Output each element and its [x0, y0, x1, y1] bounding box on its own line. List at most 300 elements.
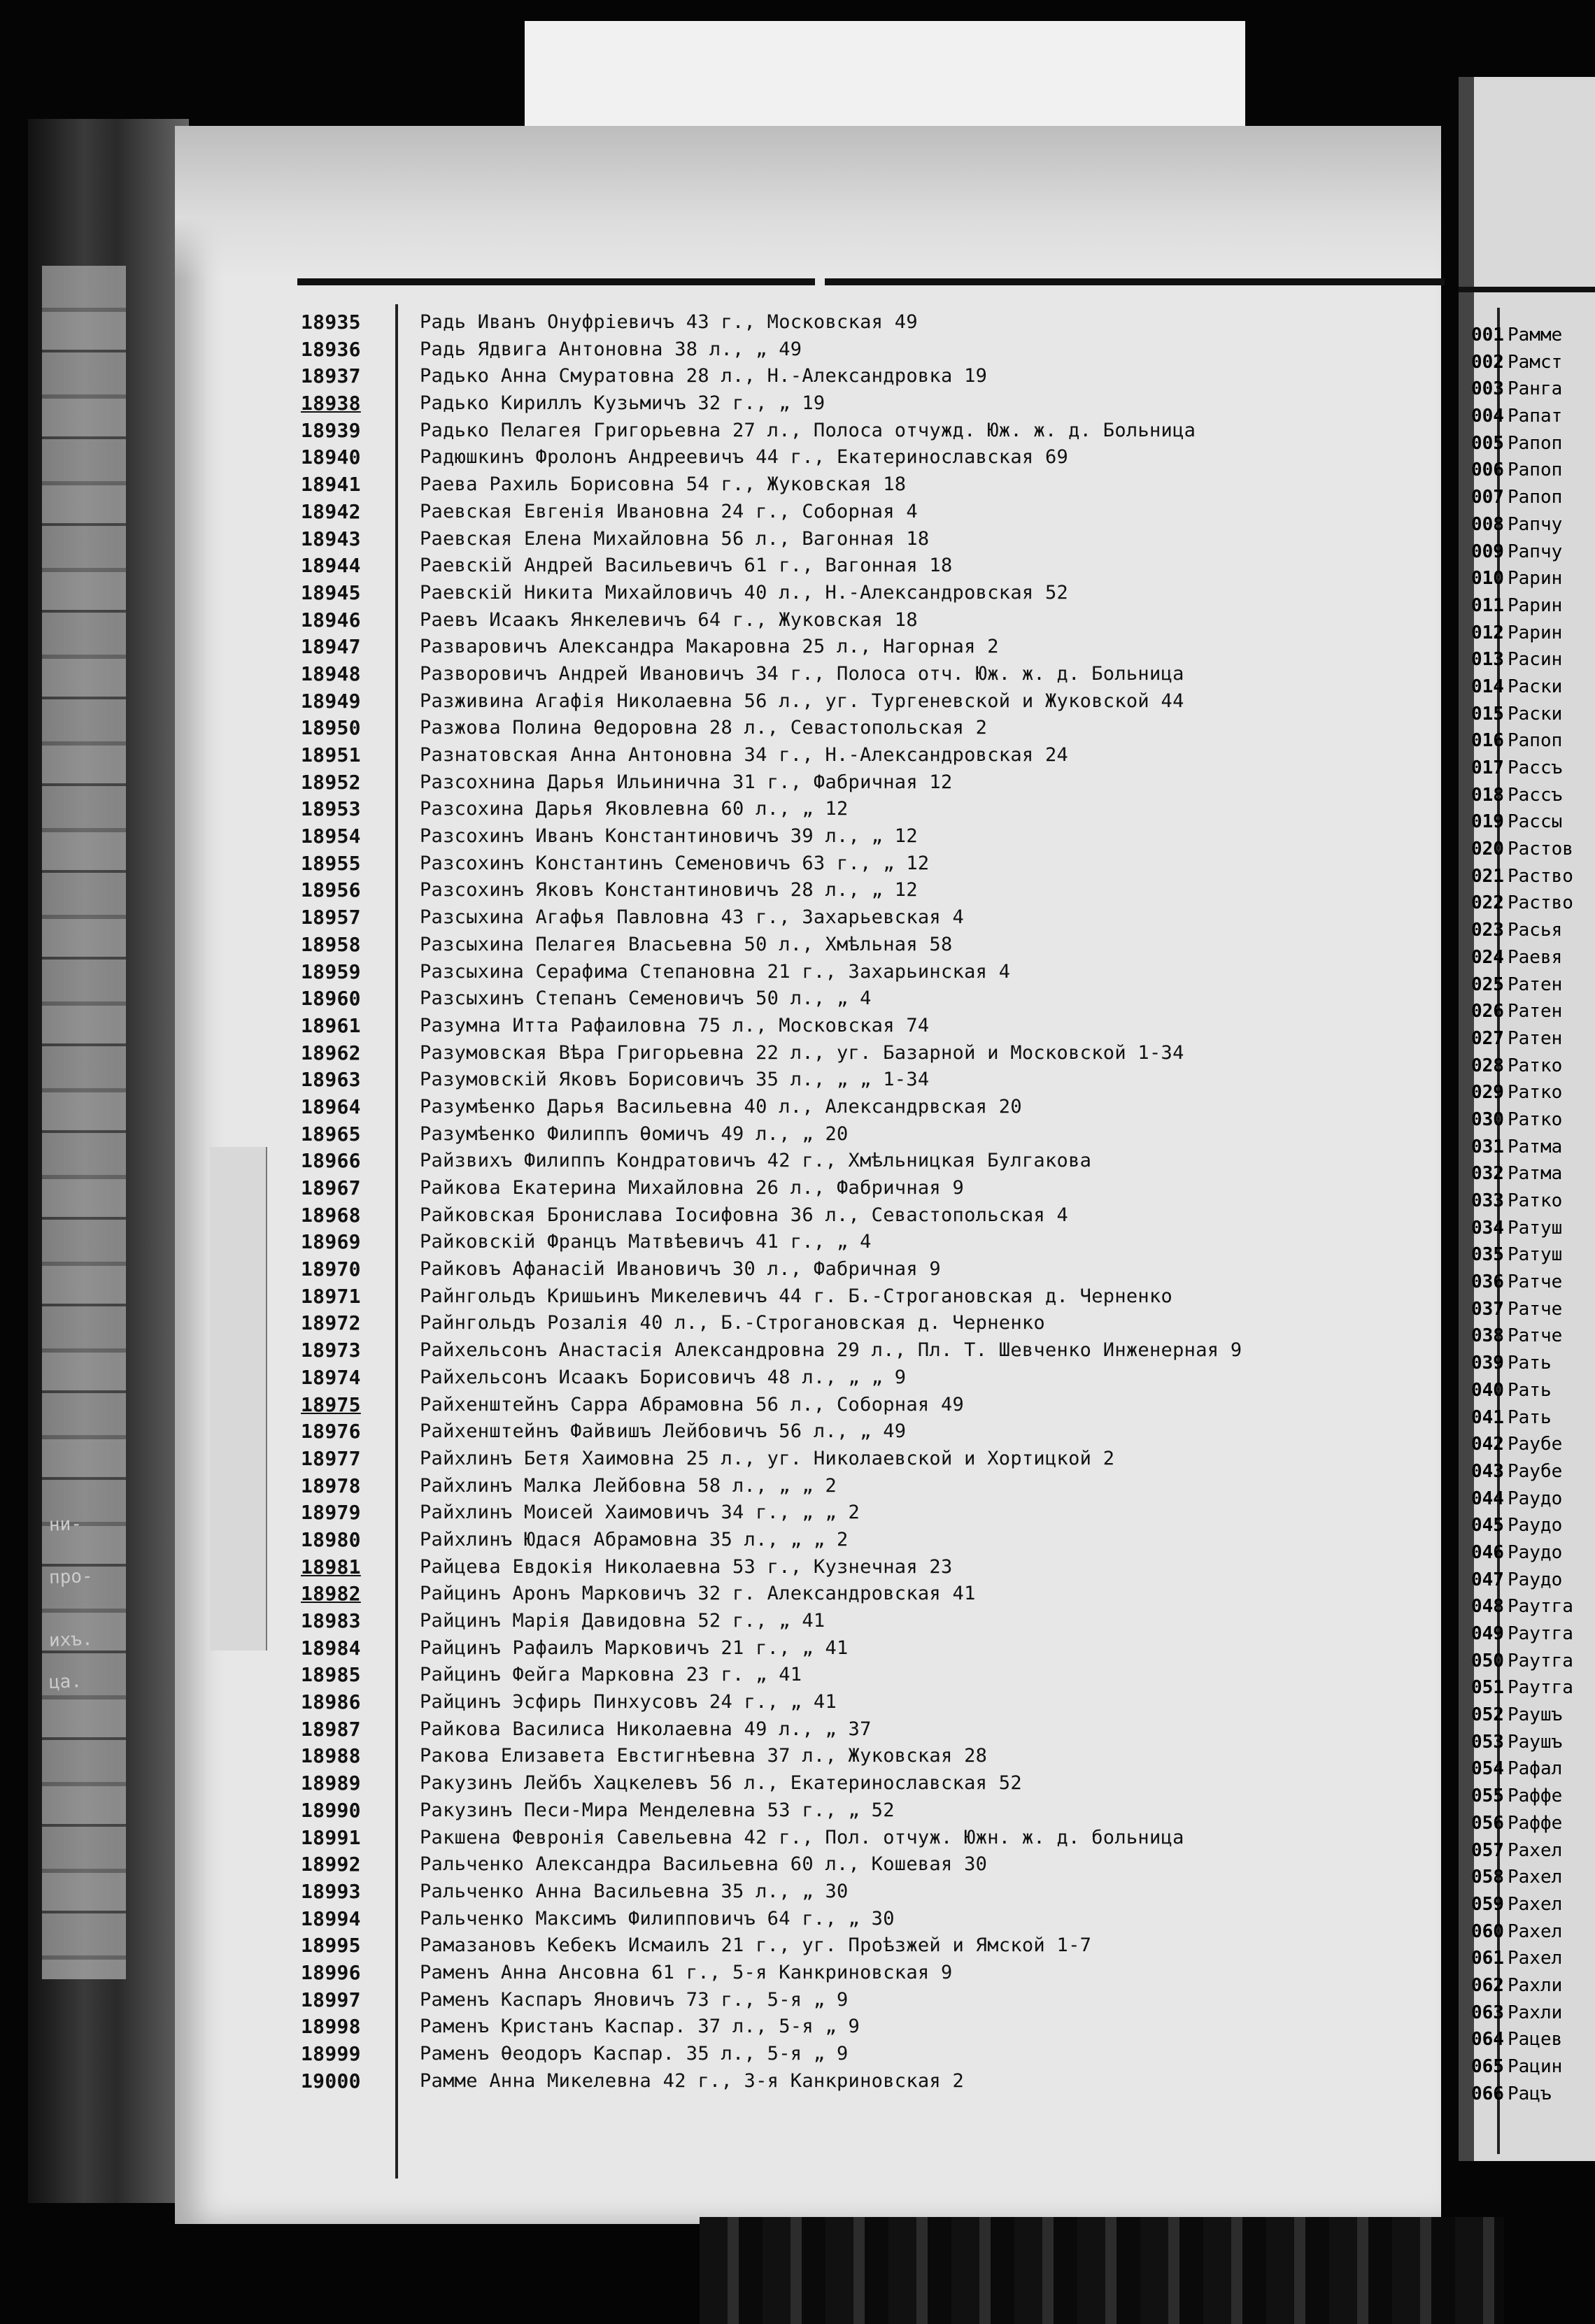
next-page-row [1471, 1539, 1573, 1567]
left-stub-text-4: ца. [48, 1671, 83, 1693]
next-page-word: Раффе [1508, 1785, 1563, 1807]
next-page-row [1471, 863, 1573, 890]
next-page-number: 029 [1471, 1082, 1504, 1104]
directory-entry [301, 959, 1448, 986]
next-page-word: Раудо [1508, 1488, 1563, 1509]
next-page-word: Ратма [1508, 1136, 1563, 1157]
next-page-word: Растов [1508, 839, 1573, 860]
directory-entry [301, 444, 1448, 471]
entry-number: 18985 [301, 1663, 361, 1687]
next-page-word: Рапчу [1508, 513, 1563, 535]
entry-text: Разворовичъ Андрей Ивановичъ 34 г., Полоса отч. Юж. ж. д. Больница [420, 662, 1184, 685]
next-page-word: Рапоп [1508, 459, 1563, 481]
entry-number: 18962 [301, 1041, 361, 1064]
entry-text: Райцинъ Марія Давидовна 52 г., „ 41 [420, 1610, 825, 1632]
entry-text: Райхенштейнъ Файвишъ Лейбовичъ 56 л., „ 49 [420, 1420, 907, 1443]
next-page-word: Рарин [1508, 594, 1563, 616]
entry-text: Райхельсонъ Исаакъ Борисовичъ 48 л., „ „ 9 [420, 1366, 907, 1388]
next-page-row [1471, 430, 1573, 457]
next-page-number: 011 [1471, 594, 1504, 616]
next-page-row [1471, 403, 1573, 430]
next-page-number: 056 [1471, 1812, 1504, 1834]
directory-entry [301, 850, 1448, 878]
next-page-row [1471, 1593, 1573, 1620]
next-page-number: 048 [1471, 1596, 1504, 1618]
directory-entry [301, 1797, 1448, 1825]
next-page-word: Рать [1508, 1406, 1552, 1428]
next-page-word: Рахел [1508, 1893, 1563, 1915]
entry-text: Разваровичъ Александра Макаровна 25 л., Нагорная 2 [420, 636, 999, 658]
entry-number: 18938 [301, 392, 361, 415]
next-page-word: Раски [1508, 676, 1563, 697]
next-page-number: 028 [1471, 1055, 1504, 1076]
entry-number: 18991 [301, 1825, 361, 1849]
directory-entry [301, 553, 1448, 580]
next-page-number: 055 [1471, 1785, 1504, 1807]
next-page-row [1471, 971, 1573, 999]
next-page-row [1471, 592, 1573, 620]
entry-number: 18943 [301, 527, 361, 550]
directory-entry [301, 1554, 1448, 1581]
entry-number: 18948 [301, 662, 361, 685]
entry-number: 18969 [301, 1230, 361, 1254]
entry-text: Разжова Полина Ѳедоровна 28 л., Севастопольская 2 [420, 717, 988, 739]
next-page-number: 016 [1471, 730, 1504, 752]
entry-text: Ракова Елизавета Евстигнѣевна 37 л., Жуковская 28 [420, 1745, 988, 1767]
next-page-word: Расин [1508, 649, 1563, 671]
entry-number: 18949 [301, 689, 361, 713]
left-stub-text-1: ни- [48, 1513, 83, 1536]
directory-entry [301, 2068, 1448, 2095]
directory-entry [301, 2013, 1448, 2041]
directory-entry [301, 1337, 1448, 1364]
next-page-row [1471, 2081, 1573, 2108]
directory-entry [301, 1906, 1448, 1933]
next-page-number: 024 [1471, 946, 1504, 968]
entry-text: Разсыхина Серафима Степановна 21 г., Захарьинская 4 [420, 960, 1011, 983]
next-page-row [1471, 1134, 1573, 1161]
entry-text: Райхлинъ Бетя Хаимовна 25 л., уг. Николаевской и Хортицкой 2 [420, 1447, 1115, 1469]
next-page-word: Ратче [1508, 1325, 1563, 1347]
next-page-number: 062 [1471, 1974, 1504, 1996]
next-page-row [1471, 1215, 1573, 1242]
next-page-word: Ратен [1508, 974, 1563, 995]
header-rule [297, 278, 1445, 285]
entry-text: Рамазановъ Кебекъ Исмаилъ 21 г., уг. Проѣзжей и Ямской 1-7 [420, 1934, 1092, 1957]
next-page-word: Рапоп [1508, 730, 1563, 752]
next-page-row [1471, 1729, 1573, 1756]
next-page-number: 044 [1471, 1488, 1504, 1509]
next-page-row [1471, 1512, 1573, 1539]
entries-list [301, 309, 1448, 2095]
directory-entry [301, 418, 1448, 445]
entry-number: 18953 [301, 797, 361, 821]
entry-text: Разумовская Вѣра Григорьевна 22 л., уг. Базарной и Московской 1-34 [420, 1041, 1184, 1064]
page-top-shade [175, 126, 1441, 280]
next-page-edge [1459, 77, 1595, 2161]
entry-text: Радь Иванъ Онуфріевичъ 43 г., Московская 49 [420, 311, 918, 333]
entry-text: Раевъ Исаакъ Янкелевичъ 64 г., Жуковская 18 [420, 608, 918, 631]
next-page-number: 042 [1471, 1434, 1504, 1455]
entry-number: 18935 [301, 311, 361, 334]
next-page-number: 012 [1471, 622, 1504, 643]
directory-entry [301, 1067, 1448, 1094]
entry-text: Ральченко Анна Васильевна 35 л., „ 30 [420, 1880, 849, 1902]
directory-entry [301, 1283, 1448, 1311]
next-page-word: Рарин [1508, 622, 1563, 643]
next-page-number: 057 [1471, 1839, 1504, 1861]
entry-number: 18984 [301, 1636, 361, 1660]
next-page-number: 026 [1471, 1001, 1504, 1022]
next-page-row [1471, 1431, 1573, 1458]
next-page-number: 041 [1471, 1406, 1504, 1428]
entry-text: Радюшкинъ Фролонъ Андреевичъ 44 г., Екатеринославская 69 [420, 446, 1069, 469]
entry-text: Ральченко Максимъ Филипповичъ 64 г., „ 30 [420, 1907, 895, 1930]
index-tab-stub [210, 1147, 267, 1651]
entry-number: 18981 [301, 1555, 361, 1578]
entry-number: 18963 [301, 1068, 361, 1092]
next-page-row [1471, 917, 1573, 944]
entry-text: Раевская Елена Михайловна 56 л., Вагонная 18 [420, 527, 930, 550]
directory-entry [301, 471, 1448, 499]
next-page-number: 025 [1471, 974, 1504, 995]
next-page-row [1471, 701, 1573, 728]
entry-text: Разсыхина Агафья Павловна 43 г., Захарьевская 4 [420, 906, 965, 929]
next-page-number: 003 [1471, 378, 1504, 400]
next-page-word: Раски [1508, 703, 1563, 725]
entry-number: 18986 [301, 1690, 361, 1714]
next-page-row [1471, 890, 1573, 917]
directory-entry [301, 1446, 1448, 1473]
directory-entry [301, 742, 1448, 769]
next-page-word: Рахел [1508, 1948, 1563, 1969]
next-page-row [1471, 673, 1573, 701]
next-page-word: Раутга [1508, 1596, 1573, 1618]
entry-number: 18956 [301, 878, 361, 902]
entry-text: Райхенштейнъ Сарра Абрамовна 56 л., Соборная 49 [420, 1393, 965, 1416]
directory-entry [301, 904, 1448, 932]
next-page-row [1471, 1702, 1573, 1729]
entry-number: 18994 [301, 1906, 361, 1930]
entry-text: Разнатовская Анна Антоновна 34 г., Н.-Александровская 24 [420, 744, 1069, 766]
next-page-number: 018 [1471, 784, 1504, 806]
next-page-word: Раубе [1508, 1434, 1563, 1455]
entry-number: 19000 [301, 2069, 361, 2093]
entry-number: 18968 [301, 1203, 361, 1227]
entry-number: 18939 [301, 418, 361, 442]
entry-text: Разумовскій Яковъ Борисовичъ 35 л., „ „ 1-34 [420, 1069, 930, 1091]
directory-entry [301, 526, 1448, 553]
entry-number: 18950 [301, 716, 361, 740]
directory-entry [301, 1825, 1448, 1852]
directory-entry [301, 1987, 1448, 2014]
next-page-row [1471, 1485, 1573, 1513]
entry-number: 18979 [301, 1501, 361, 1525]
next-page-number: 009 [1471, 541, 1504, 562]
entry-number: 18944 [301, 554, 361, 578]
entry-number: 18971 [301, 1284, 361, 1308]
entry-text: Райхельсонъ Анастасія Александровна 29 л., Пл. Т. Шевченко Инженерная 9 [420, 1339, 1242, 1362]
next-page-row [1471, 1053, 1573, 1080]
entry-text: Радько Пелагея Григорьевна 27 л., Полоса отчужд. Юж. ж. д. Больница [420, 419, 1196, 441]
entry-number: 18936 [301, 337, 361, 361]
next-page-row [1471, 539, 1573, 566]
next-page-number: 007 [1471, 487, 1504, 508]
directory-entry [301, 336, 1448, 364]
entry-text: Раевскій Андрей Васильевичъ 61 г., Вагонная 18 [420, 555, 953, 577]
entry-number: 18946 [301, 608, 361, 632]
next-page-word: Рапоп [1508, 432, 1563, 454]
next-page-number: 008 [1471, 513, 1504, 535]
next-page-row [1471, 782, 1573, 809]
entry-text: Райцинъ Аронъ Марковичъ 32 г. Александровская 41 [420, 1583, 976, 1605]
next-page-word: Ратко [1508, 1108, 1563, 1130]
directory-entry [301, 796, 1448, 823]
entry-text: Радько Анна Смуратовна 28 л., Н.-Александровка 19 [420, 365, 988, 387]
directory-entry [301, 688, 1448, 715]
directory-entry [301, 363, 1448, 390]
next-page-number: 047 [1471, 1569, 1504, 1590]
entry-number: 18999 [301, 2042, 361, 2065]
next-page-word: Рацев [1508, 2029, 1563, 2051]
header-rule-gap [815, 276, 825, 288]
book-bottom-edge [700, 2217, 1504, 2324]
next-page-word: Раффе [1508, 1812, 1563, 1834]
directory-entry [301, 1175, 1448, 1202]
directory-entry [301, 1770, 1448, 1797]
entry-text: Райкова Екатерина Михайловна 26 л., Фабричная 9 [420, 1177, 965, 1199]
directory-entry [301, 932, 1448, 959]
directory-entry [301, 1310, 1448, 1337]
next-page-word: Ратко [1508, 1082, 1563, 1104]
entry-number: 18973 [301, 1339, 361, 1362]
next-page-row [1471, 1160, 1573, 1188]
directory-entry [301, 823, 1448, 850]
next-page-row [1471, 755, 1573, 782]
entry-text: Радь Ядвига Антоновна 38 л., „ 49 [420, 338, 802, 360]
directory-entry [301, 1581, 1448, 1608]
next-page-row [1471, 1648, 1573, 1675]
left-stub-text-2: про- [48, 1565, 94, 1589]
next-page-word: Раушъ [1508, 1704, 1563, 1726]
entry-text: Раменъ Каспаръ Яновичъ 73 г., 5-я „ 9 [420, 1988, 849, 2011]
entry-number: 18951 [301, 743, 361, 767]
next-page-word: Рахел [1508, 1920, 1563, 1942]
next-page-number: 058 [1471, 1867, 1504, 1888]
entry-number: 18957 [301, 906, 361, 929]
next-page-number: 004 [1471, 406, 1504, 427]
entry-text: Райкова Василиса Николаевна 49 л., „ 37 [420, 1718, 872, 1740]
next-page-row [1471, 457, 1573, 484]
entry-text: Разсохинъ Яковъ Константиновичъ 28 л., „ 12 [420, 879, 918, 901]
next-page-row [1471, 1025, 1573, 1053]
directory-entry [301, 1229, 1448, 1256]
directory-entry [301, 1499, 1448, 1527]
next-page-word: Рассъ [1508, 757, 1563, 778]
entry-text: Райцинъ Рафаилъ Марковичъ 21 г., „ 41 [420, 1637, 849, 1659]
next-page-row [1471, 1079, 1573, 1106]
next-page-number: 033 [1471, 1190, 1504, 1211]
directory-page [175, 126, 1441, 2224]
next-page-row [1471, 944, 1573, 971]
next-page-word: Рапчу [1508, 541, 1563, 562]
entry-text: Разсыхинъ Степанъ Семеновичъ 50 л., „ 4 [420, 988, 872, 1010]
entry-text: Разсохинъ Константинъ Семеновичъ 63 г., „ 12 [420, 852, 930, 874]
next-page-number: 031 [1471, 1136, 1504, 1157]
next-page-word: Рацъ [1508, 2083, 1552, 2104]
entry-number: 18993 [301, 1879, 361, 1903]
entry-number: 18992 [301, 1853, 361, 1876]
entry-text: Раменъ Ѳеодоръ Каспар. 35 л., 5-я „ 9 [420, 2043, 849, 2065]
entry-number: 18937 [301, 364, 361, 388]
next-page-number: 038 [1471, 1325, 1504, 1347]
next-page-header-rule [1459, 287, 1595, 292]
next-page-list [1471, 322, 1573, 2107]
next-page-word: Ратма [1508, 1163, 1563, 1185]
entry-number: 18988 [301, 1744, 361, 1768]
next-page-number: 064 [1471, 2029, 1504, 2051]
directory-entry [301, 1148, 1448, 1175]
entry-number: 18967 [301, 1176, 361, 1199]
entry-number: 18961 [301, 1013, 361, 1037]
entry-text: Ральченко Александра Васильевна 60 л., Кошевая 30 [420, 1853, 988, 1876]
entry-text: Райцева Евдокія Николаевна 53 г., Кузнечная 23 [420, 1555, 953, 1578]
directory-entry [301, 1202, 1448, 1229]
directory-entry [301, 1662, 1448, 1689]
directory-entry [301, 1256, 1448, 1283]
entry-number: 18958 [301, 932, 361, 956]
next-page-number: 006 [1471, 459, 1504, 481]
next-page-word: Раство [1508, 865, 1573, 887]
entry-text: Райнгольдъ Розалія 40 л., Б.-Строгановская д. Черненко [420, 1312, 1045, 1334]
directory-entry [301, 2041, 1448, 2068]
book-spine-strips [42, 266, 126, 1979]
entry-number: 18966 [301, 1149, 361, 1173]
entry-text: Райхлинъ Юдася Абрамовна 35 л., „ „ 2 [420, 1528, 849, 1550]
entry-text: Раевскій Никита Михайловичъ 40 л., Н.-Александровская 52 [420, 581, 1069, 604]
next-page-row [1471, 1945, 1573, 1972]
entry-number: 18941 [301, 473, 361, 497]
next-page-number: 035 [1471, 1244, 1504, 1266]
directory-entry [301, 1364, 1448, 1392]
directory-entry [301, 390, 1448, 418]
entry-text: Райцинъ Фейга Марковна 23 г. „ 41 [420, 1664, 802, 1686]
entry-number: 18977 [301, 1446, 361, 1470]
entry-text: Рамме Анна Микелевна 42 г., 3-я Канкриновская 2 [420, 2069, 965, 2092]
directory-entry [301, 1635, 1448, 1662]
next-page-number: 065 [1471, 2056, 1504, 2077]
next-page-word: Рахел [1508, 1839, 1563, 1861]
next-page-row [1471, 1404, 1573, 1432]
next-page-word: Рацин [1508, 2056, 1563, 2077]
directory-entry [301, 1851, 1448, 1879]
next-page-row [1471, 1188, 1573, 1215]
entry-number: 18964 [301, 1095, 361, 1118]
entry-text: Райхлинъ Моисей Хаимовичъ 34 г., „ „ 2 [420, 1502, 860, 1524]
next-page-number: 034 [1471, 1217, 1504, 1239]
entry-text: Разсохнина Дарья Ильинична 31 г., Фабричная 12 [420, 771, 953, 793]
entry-number: 18983 [301, 1609, 361, 1632]
next-page-number: 015 [1471, 703, 1504, 725]
next-page-row [1471, 322, 1573, 349]
next-page-word: Ратче [1508, 1298, 1563, 1320]
next-page-number: 063 [1471, 2002, 1504, 2023]
next-page-word: Рахел [1508, 1867, 1563, 1888]
entry-text: Разживина Агафія Николаевна 56 л., уг. Тургеневской и Жуковской 44 [420, 690, 1184, 712]
directory-entry [301, 1040, 1448, 1067]
next-page-word: Рапоп [1508, 487, 1563, 508]
next-page-number: 060 [1471, 1920, 1504, 1942]
directory-entry [301, 1392, 1448, 1419]
next-page-row [1471, 1810, 1573, 1837]
next-page-row [1471, 2053, 1573, 2081]
directory-entry [301, 1932, 1448, 1960]
next-page-word: Рафал [1508, 1758, 1563, 1780]
next-page-row [1471, 1106, 1573, 1134]
entry-number: 18990 [301, 1798, 361, 1822]
entry-text: Райковъ Афанасій Ивановичъ 30 л., Фабричная 9 [420, 1258, 941, 1281]
next-page-row [1471, 1783, 1573, 1810]
directory-entry [301, 661, 1448, 688]
next-page-row [1471, 1999, 1573, 2027]
entry-number: 18947 [301, 635, 361, 659]
entry-text: Разсохинъ Иванъ Константиновичъ 39 л., „ 12 [420, 825, 918, 848]
next-page-number: 051 [1471, 1677, 1504, 1699]
next-page-row [1471, 511, 1573, 539]
next-page-row [1471, 1296, 1573, 1323]
entry-text: Раменъ Кристанъ Каспар. 37 л., 5-я „ 9 [420, 2016, 860, 2038]
next-page-number: 059 [1471, 1893, 1504, 1915]
next-page-row [1471, 620, 1573, 647]
next-page-number: 049 [1471, 1623, 1504, 1644]
entry-number: 18960 [301, 987, 361, 1011]
entry-number: 18975 [301, 1392, 361, 1416]
entry-text: Райхлинъ Малка Лейбовна 58 л., „ „ 2 [420, 1474, 837, 1497]
entry-number: 18954 [301, 825, 361, 848]
next-page-word: Раудо [1508, 1515, 1563, 1537]
directory-entry [301, 1121, 1448, 1148]
directory-entry [301, 1418, 1448, 1446]
next-page-row [1471, 1241, 1573, 1269]
entry-text: Райцинъ Эсфирь Пинхусовъ 24 г., „ 41 [420, 1691, 837, 1713]
next-page-number: 046 [1471, 1541, 1504, 1563]
next-page-number: 014 [1471, 676, 1504, 697]
next-page-number: 053 [1471, 1731, 1504, 1753]
entry-number: 18959 [301, 960, 361, 983]
next-page-word: Ратен [1508, 1027, 1563, 1049]
next-page-number: 001 [1471, 325, 1504, 345]
next-page-row [1471, 1755, 1573, 1783]
next-page-number: 023 [1471, 920, 1504, 941]
entry-text: Ракузинъ Песи-Мира Менделевна 53 г., „ 52 [420, 1799, 895, 1821]
next-page-number: 005 [1471, 432, 1504, 454]
next-page-word: Раевя [1508, 946, 1563, 968]
next-page-row [1471, 1918, 1573, 1946]
entry-number: 18995 [301, 1934, 361, 1958]
directory-entry [301, 1094, 1448, 1121]
next-page-word: Ратко [1508, 1190, 1563, 1211]
directory-entry [301, 1473, 1448, 1500]
directory-entry [301, 499, 1448, 526]
next-page-word: Раутга [1508, 1677, 1573, 1699]
next-page-number: 030 [1471, 1108, 1504, 1130]
next-page-number: 021 [1471, 865, 1504, 887]
next-page-number: 066 [1471, 2083, 1504, 2104]
entry-text: Раменъ Анна Ансовна 61 г., 5-я Канкриновская 9 [420, 1961, 953, 1983]
next-page-word: Ранга [1508, 378, 1563, 400]
next-page-word: Раство [1508, 892, 1573, 914]
entry-number: 18978 [301, 1474, 361, 1497]
